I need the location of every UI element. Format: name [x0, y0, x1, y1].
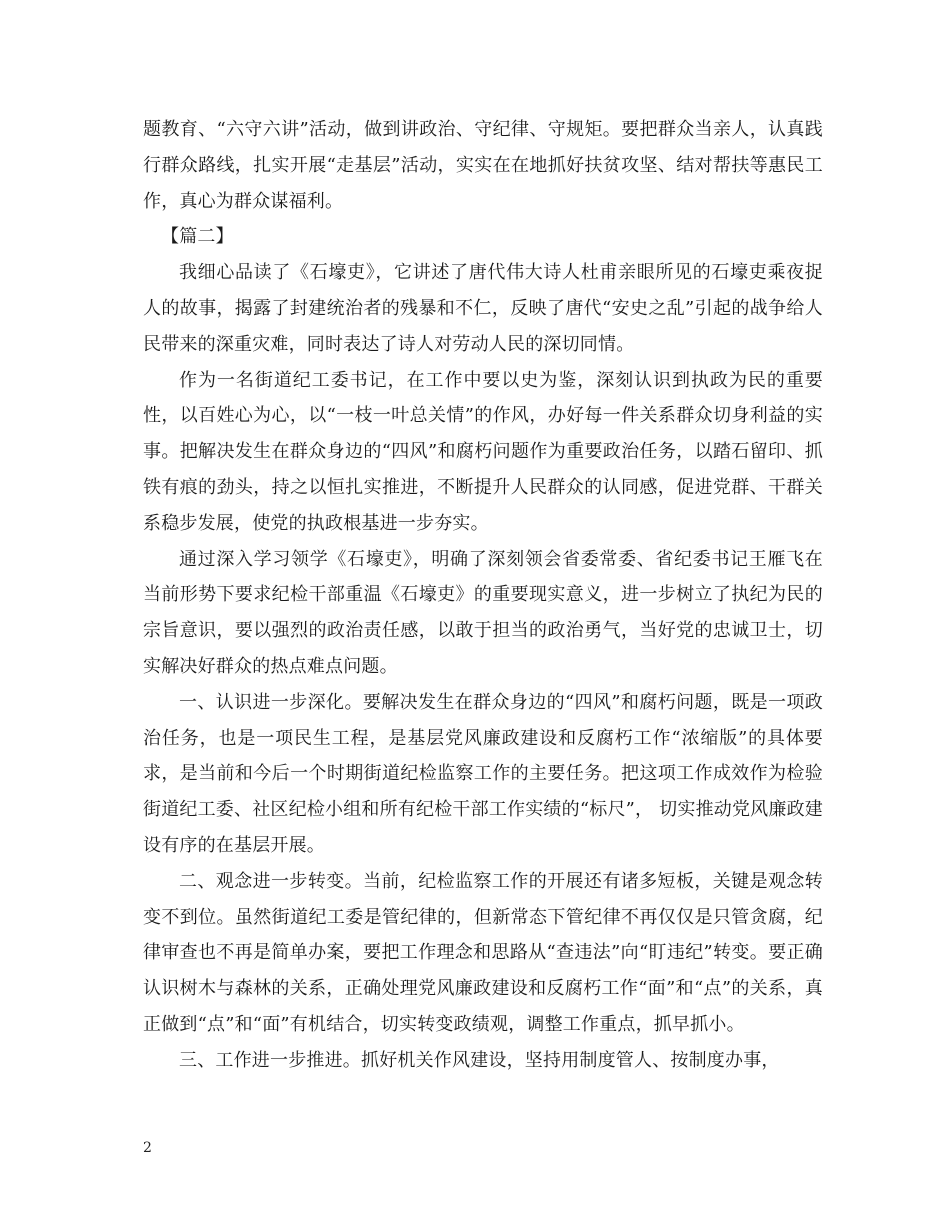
page-number: 2: [143, 1140, 152, 1156]
document-body: [143, 112, 823, 1079]
section-heading: 【篇二】: [161, 226, 234, 248]
paragraph: 三、工作进一步推进。抓好机关作风建设，坚持用制度管人、按制度办事，: [179, 1049, 780, 1071]
paragraph: 通过深入学习领学《石壕吏》，明确了深刻领会省委常委、省纪委书记王雁飞在当前形势下要求纪检干部重温《石壕吏》的重要现实意义，进一步树立了执纪为民的宗旨意识，要以强烈的政治责任感，以敢于担当的政治勇气，当好党的忠诚卫士，切实解决好群众的热点难点问题。: [143, 548, 823, 677]
paragraph: 我细心品读了《石壕吏》，它讲述了唐代伟大诗人杜甫亲眼所见的石壕吏乘夜捉人的故事，揭露了封建统治者的残暴和不仁，反映了唐代“安史之乱”引起的战争给人民带来的深重灾难，同时表达了诗人对劳动人民的深切同情。: [143, 262, 823, 355]
paragraph: 作为一名街道纪工委书记，在工作中要以史为鉴，深刻认识到执政为民的重要性，以百姓心为心，以“一枝一叶总关情”的作风，办好每一件关系群众切身利益的实事。把解决发生在群众身边的“四风”和腐朽问题作为重要政治任务，以踏石留印、抓铁有痕的劲头，持之以恒扎实推进，不断提升人民群众的认同感，促进党群、干群关系稳步发展，使党的执政根基进一步夯实。: [143, 369, 823, 534]
paragraph: 一、认识进一步深化。要解决发生在群众身边的“四风”和腐朽问题，既是一项政治任务，也是一项民生工程，是基层党风廉政建设和反腐朽工作“浓缩版”的具体要求，是当前和今后一个时期街道纪检监察工作的主要任务。把这项工作成效作为检验街道纪工委、社区纪检小组和所有纪检干部工作实绩的“标尺”， 切实推动党风廉政建设有序的在基层开展。: [143, 691, 823, 856]
paragraph: 二、观念进一步转变。当前，纪检监察工作的开展还有诸多短板，关键是观念转变不到位。虽然街道纪工委是管纪律的，但新常态下管纪律不再仅仅是只管贪腐，纪律审查也不再是简单办案，要把工作理念和思路从“查违法”向“盯违纪”转变。要正确认识树木与森林的关系，正确处理党风廉政建设和反腐朽工作“面”和“点”的关系，真正做到“点”和“面”有机结合，切实转变政绩观，调整工作重点，抓早抓小。: [143, 870, 823, 1035]
paragraph-continued: 题教育、“六守六讲”活动，做到讲政治、守纪律、守规矩。要把群众当亲人，认真践行群众路线，扎实开展“走基层”活动，实实在在地抓好扶贫攻坚、结对帮扶等惠民工作，真心为群众谋福利。: [143, 119, 823, 212]
